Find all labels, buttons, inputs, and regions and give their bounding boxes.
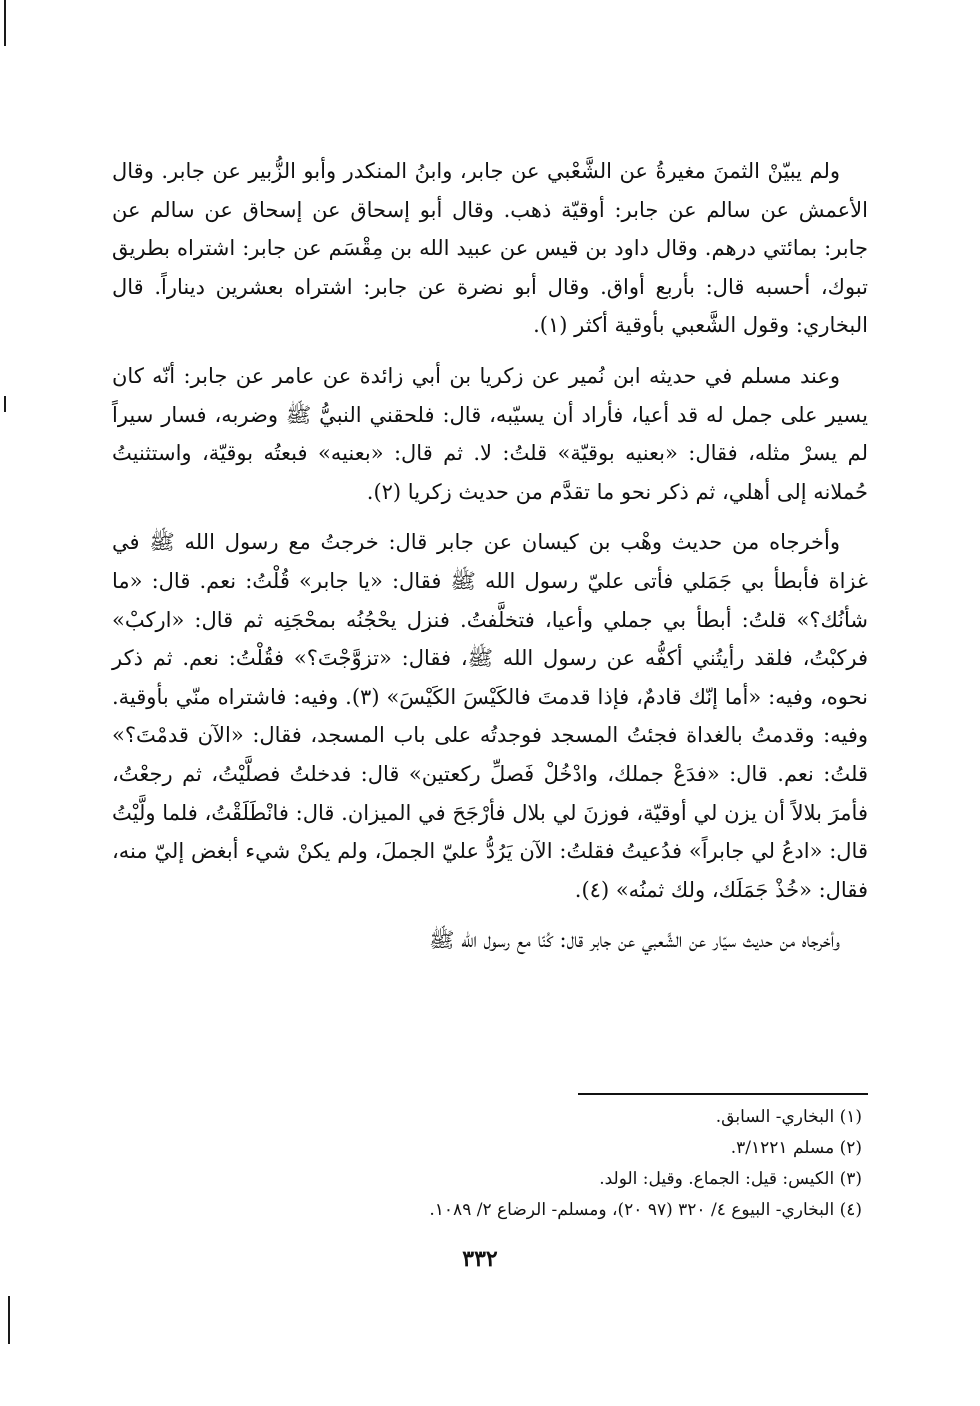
scan-edge-mark-bottom (8, 1296, 10, 1344)
page-number: ٣٣٢ (462, 1246, 498, 1272)
paragraph-4: وأخرجاه من حديث سيّار عن الشَّعبي عن جابر قال: كُنّا مع رسول الله ﷺ (429, 928, 840, 953)
footnote-1: (١) البخاري- السابق. (715, 1107, 862, 1127)
scan-edge-mark-top (4, 0, 6, 46)
paragraph-3: وأخرجاه من حديث وهْب بن كيسان عن جابر قال: خرجتُ مع رسول الله ﷺ في غزاة فأبطأ بي جَمَلي فأتى عليّ رسول الله ﷺ فقال: «يا جابر» قُلْتُ: نعم. قال: «ما شأنُك؟» قلتُ: أبطأ بي جملي وأعيا، فتخلَّفتُ. فنزل يحْجُنُه بمحْجَنِه ثم قال: «اركبْ» فركبْتُ، فلقد رأيتُني أكفُّه عن رسول الله ﷺ، فقال: «تزوَّجْتَ؟» فقُلْتُ: نعم. ثم ذكر نحوه، وفيه: «أما إنّك قادمٌ، فإذا قدمتَ فالكَيْسَ الكَيْسَ» (٣). وفيه: فاشتراه منّي بأوقية. وفيه: وقدمتُ بالغداة فجئتُ المسجد فوجدتُه على باب المسجد، فقال: «الآن قدمْتَ؟» قلتُ: نعم. قال: «فدَعْ جملك، وادْخُلْ فَصلِّ ركعتين» قال: فدخلتُ فصلَّيْتُ، ثم رجعْتُ، فأمرَ بلالاً أن يزن لي أوقيّة، فوزنَ لي بلال فأرْجَحَ في الميزان. قال: فانْطَلَقْتُ، فلما ولَّيْتُ قال: «ادعُ لي جابراً» فدُعيتُ فقلتُ: الآن يَرُدُّ عليّ الجملَ، ولم يكنْ شيء أبغض إليّ منه، فقال: «خُذْ جَمَلَك، ولك ثمنُه» (٤). (112, 530, 868, 902)
footnote-3: (٣) الكيس: قيل: الجماع. وقيل: الولد. (599, 1169, 862, 1189)
paragraph-2: وعند مسلم في حديثه ابن نُمير عن زكريا بن أبي زائدة عن عامر عن جابر: أنّه كان يسير على جمل له قد أعيا، فأراد أن يسيّبه، قال: فلحقني النبيُّ ﷺ وضربه، فسار سيراً لم يسرْ مثله، فقال: «بعنيه بوقيّة» قلتُ: لا. ثم قال: «بعنيه» فبعتُه بوقيّة، واستثنيتُ حُملانه إلى أهلي، ثم ذكر نحو ما تقدَّم من حديث زكريا (٢). (112, 363, 868, 504)
footnote-4: (٤) البخاري- البيوع ٤/ ٣٢٠ (٩٧ ٢٠)، ومسلم- الرضاع ٢/ ١٠٨٩. (429, 1200, 862, 1220)
paragraph-1: ولم يبيّنْ الثمنَ مغيرةُ عن الشَّعْبي عن جابر، وابنُ المنكدر وأبو الزُّبير عن جابر. وقال الأعمش عن سالم عن جابر: أوقيّة ذهب. وقال أبو إسحاق عن إسحاق عن سالم عن جابر: بمائتي درهم. وقال داود بن قيس عن عبيد الله بن مِقْسَم عن جابر: اشتراه بطريق تبوك، أحسبه قال: بأربع أواق. وقال أبو نضرة عن جابر: اشتراه بعشرين ديناراً. قال البخاري: وقول الشَّعبي بأوقية أكثر (١). (112, 159, 868, 338)
main-text (112, 152, 868, 960)
footnote-2: (٢) مسلم ٣/١٢٢١. (730, 1138, 862, 1158)
scan-edge-mark-mid (4, 396, 6, 412)
footnotes (112, 1104, 868, 1228)
footnote-separator (578, 1093, 868, 1095)
